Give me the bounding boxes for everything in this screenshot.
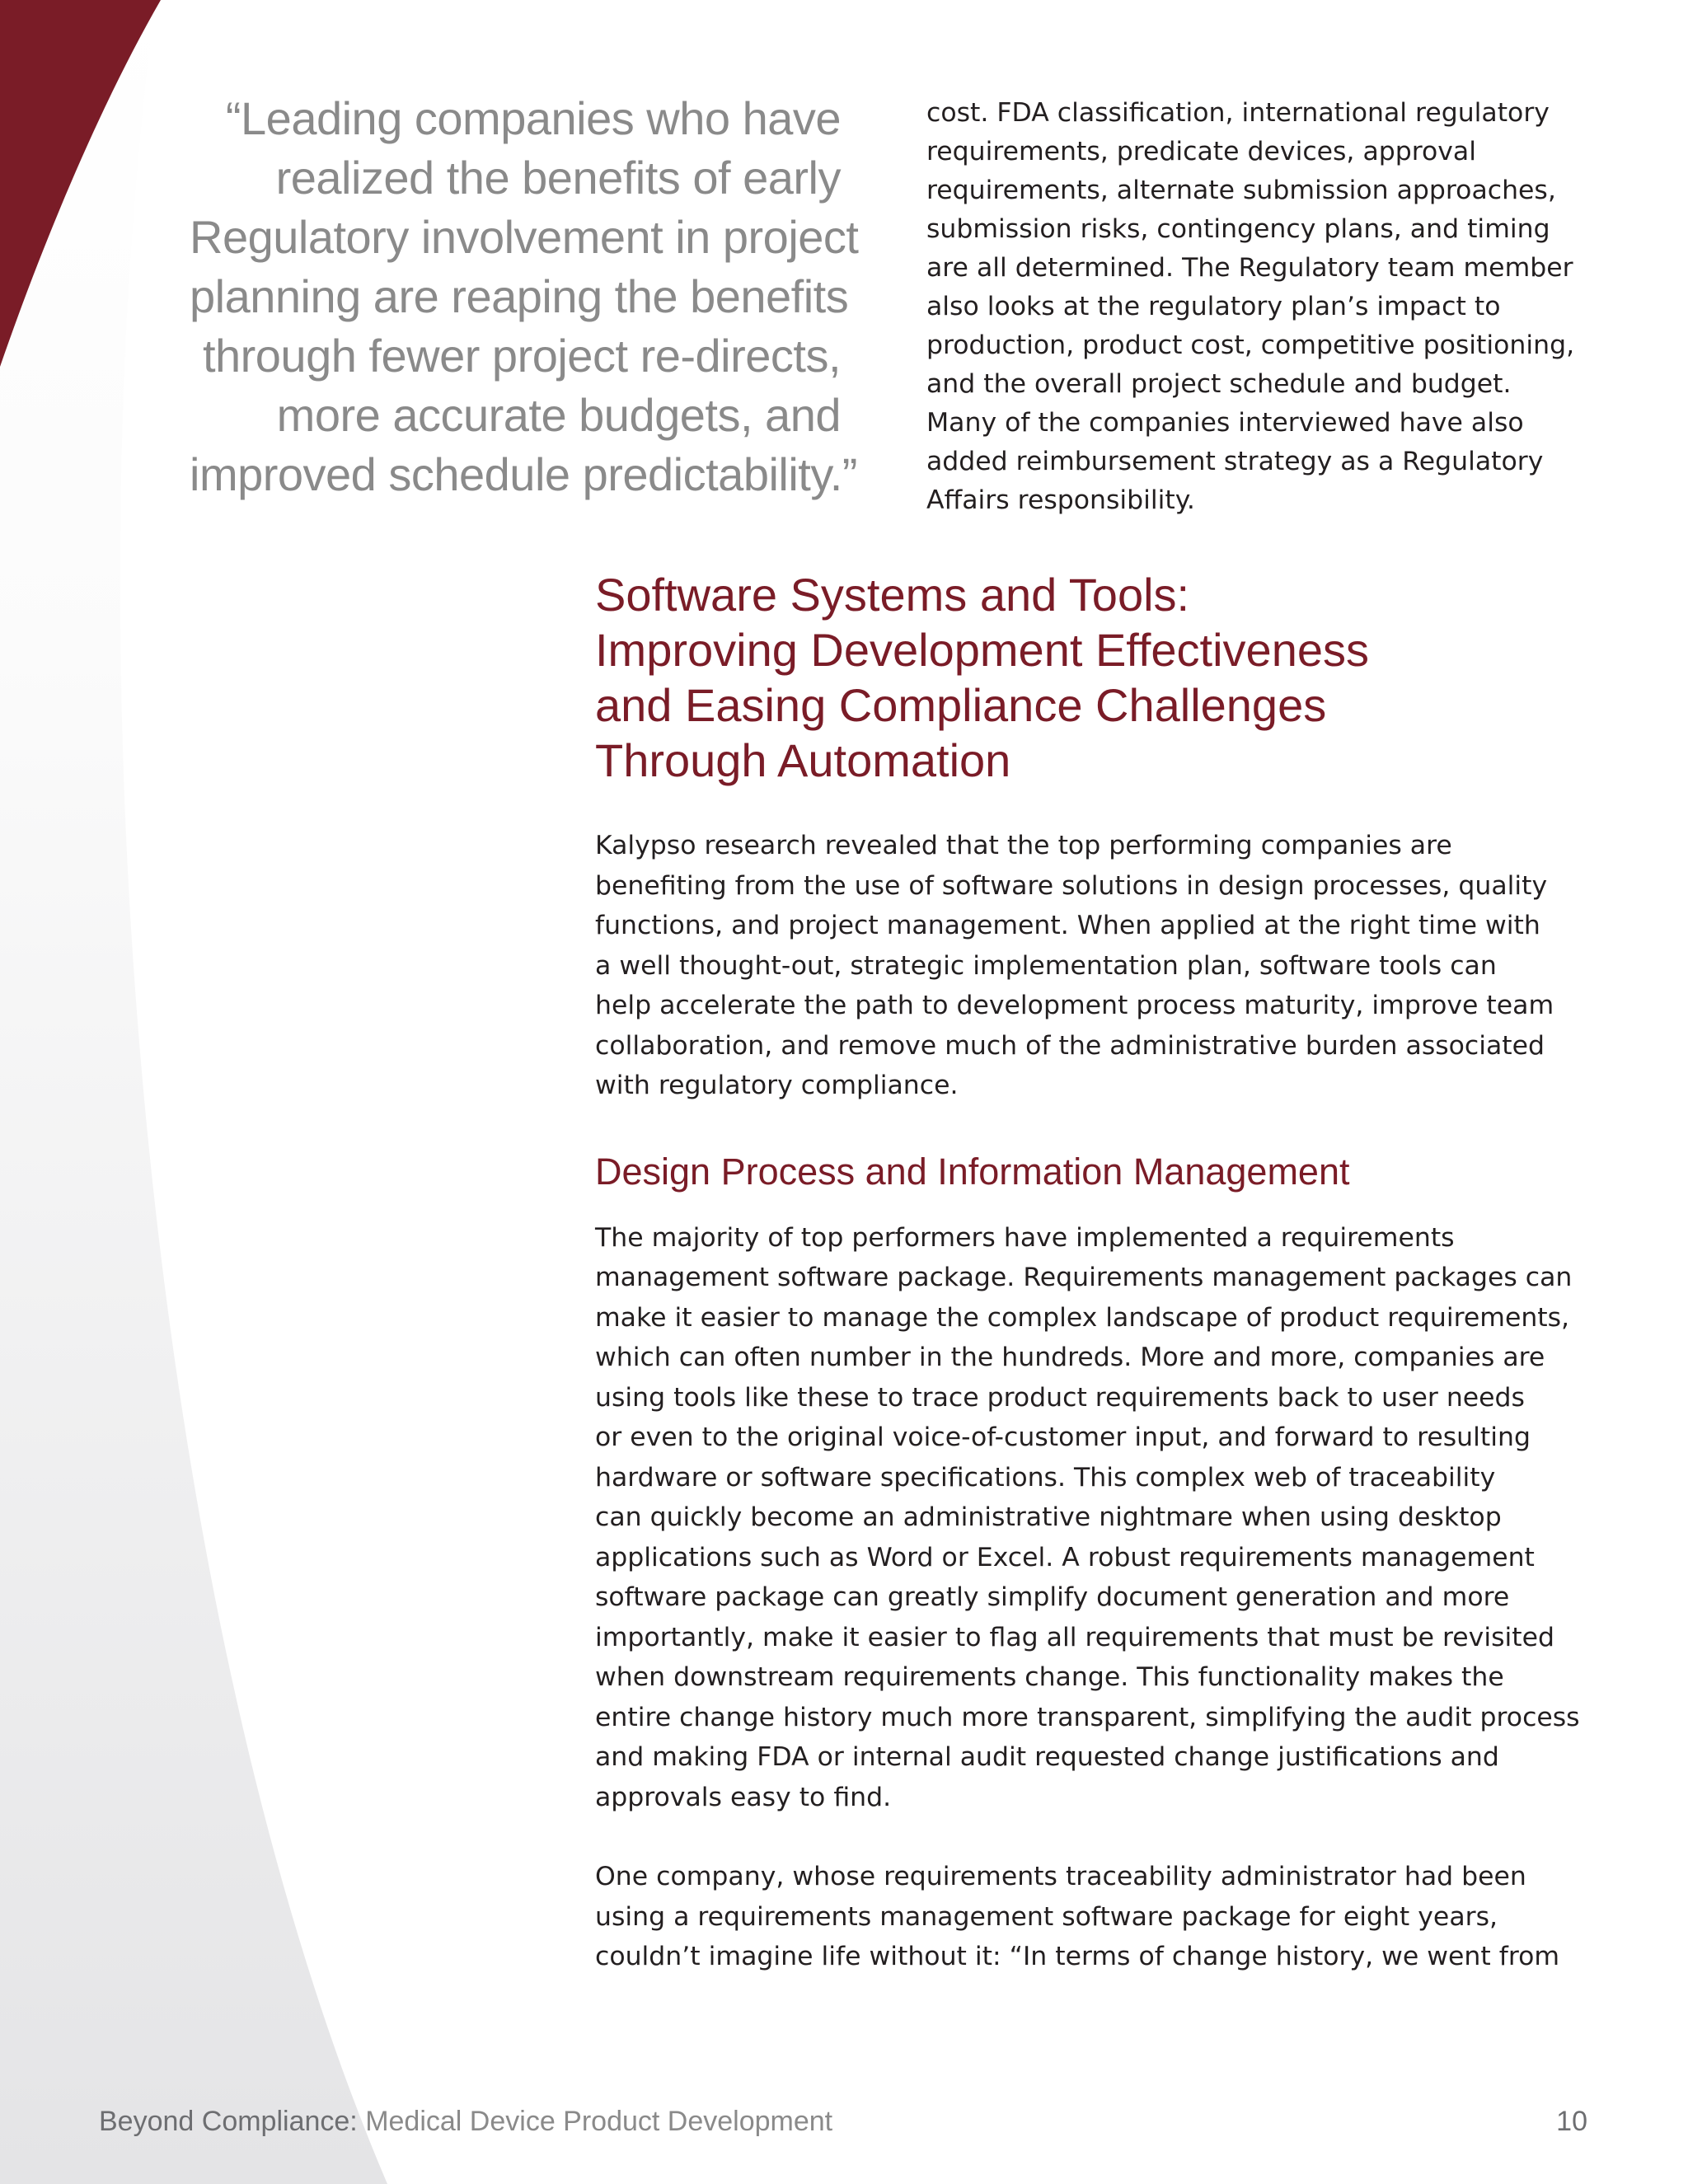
text-line: or even to the original voice-of-customer input, and forward to resulting xyxy=(595,1422,1531,1452)
text-line: can quickly become an administrative nightmare when using desktop xyxy=(595,1502,1502,1532)
text-line: using tools like these to trace product requirements back to user needs xyxy=(595,1382,1525,1413)
top-column-paragraph xyxy=(926,94,1594,520)
text-line: using a requirements management software package for eight years, xyxy=(595,1901,1498,1932)
section-title-line: Software Systems and Tools: xyxy=(595,569,1190,621)
body-paragraph xyxy=(595,1857,1601,1977)
text-line: couldn’t imagine life without it: “In terms of change history, we went from xyxy=(595,1942,1560,1971)
pull-quote-line: realized the benefits of early xyxy=(275,152,841,204)
footer-title-strong: Beyond Compliance: xyxy=(99,2106,358,2137)
section-title-line: and Easing Compliance Challenges xyxy=(595,679,1327,731)
text-line: One company, whose requirements traceability administrator had been xyxy=(595,1862,1526,1891)
text-line: applications such as Word or Excel. A robust requirements management xyxy=(595,1542,1535,1572)
footer-title-rest: Medical Device Product Development xyxy=(357,2106,833,2137)
text-line: make it easier to manage the complex landscape of product requirements, xyxy=(595,1302,1570,1333)
text-line: which can often number in the hundreds. More and more, companies are xyxy=(595,1343,1545,1372)
text-line: when downstream requirements change. This functionality makes the xyxy=(595,1662,1504,1692)
text-line: requirements, alternate submission approaches, xyxy=(926,176,1556,205)
pull-quote-line: improved schedule predictability.” xyxy=(190,448,857,500)
text-line: a well thought-out, strategic implementation plan, software tools can xyxy=(595,950,1497,981)
section-title xyxy=(595,567,1601,788)
text-line: also looks at the regulatory plan’s impact to xyxy=(926,292,1501,321)
text-line: submission risks, contingency plans, and timing xyxy=(926,214,1550,244)
text-line: software package can greatly simplify document generation and more xyxy=(595,1582,1510,1612)
main-column xyxy=(595,567,1601,1977)
pull-quote-line: more accurate budgets, and xyxy=(276,389,841,441)
text-line: cost. FDA classification, international regulatory xyxy=(926,98,1550,128)
text-line: collaboration, and remove much of the administrative burden associated xyxy=(595,1030,1545,1061)
text-line: requirements, predicate devices, approval xyxy=(926,137,1476,166)
text-line: importantly, make it easier to flag all requirements that must be revisited xyxy=(595,1622,1554,1652)
text-line: functions, and project management. When applied at the right time with xyxy=(595,911,1540,940)
pull-quote xyxy=(190,89,859,504)
text-line: help accelerate the path to development process maturity, improve team xyxy=(595,991,1554,1020)
text-line: Affairs responsibility. xyxy=(926,485,1195,515)
pull-quote-line: Regulatory involvement in project xyxy=(190,211,859,263)
text-line: are all determined. The Regulatory team member xyxy=(926,253,1573,283)
text-line: Many of the companies interviewed have also xyxy=(926,408,1524,438)
text-line: Kalypso research revealed that the top performing companies are xyxy=(595,831,1452,860)
text-line: and making FDA or internal audit requested change justifications and xyxy=(595,1742,1499,1772)
page-number: 10 xyxy=(1556,2106,1587,2137)
text-line: added reimbursement strategy as a Regulatory xyxy=(926,447,1544,476)
text-line: and the overall project schedule and budget. xyxy=(926,369,1512,399)
footer-document-title xyxy=(99,2103,832,2139)
section-title-line: Through Automation xyxy=(595,734,1011,786)
text-line: The majority of top performers have implemented a requirements xyxy=(595,1222,1455,1253)
text-line: entire change history much more transparent, simplifying the audit process xyxy=(595,1702,1580,1732)
text-line: production, product cost, competitive positioning, xyxy=(926,330,1575,360)
text-line: management software package. Requirements management packages can xyxy=(595,1263,1573,1292)
text-line: approvals easy to find. xyxy=(595,1782,892,1812)
pull-quote-line: through fewer project re-directs, xyxy=(202,330,841,382)
text-line: benefiting from the use of software solutions in design processes, quality xyxy=(595,870,1548,901)
text-line: hardware or software specifications. This complex web of traceability xyxy=(595,1462,1496,1493)
pull-quote-line: “Leading companies who have xyxy=(225,92,841,144)
pull-quote-line: planning are reaping the benefits xyxy=(190,270,849,322)
text-line: with regulatory compliance. xyxy=(595,1071,959,1100)
intro-paragraph xyxy=(595,826,1601,1106)
body-paragraph xyxy=(595,1218,1601,1818)
section-title-line: Improving Development Effectiveness xyxy=(595,624,1369,676)
subheading: Design Process and Information Management xyxy=(595,1150,1350,1193)
